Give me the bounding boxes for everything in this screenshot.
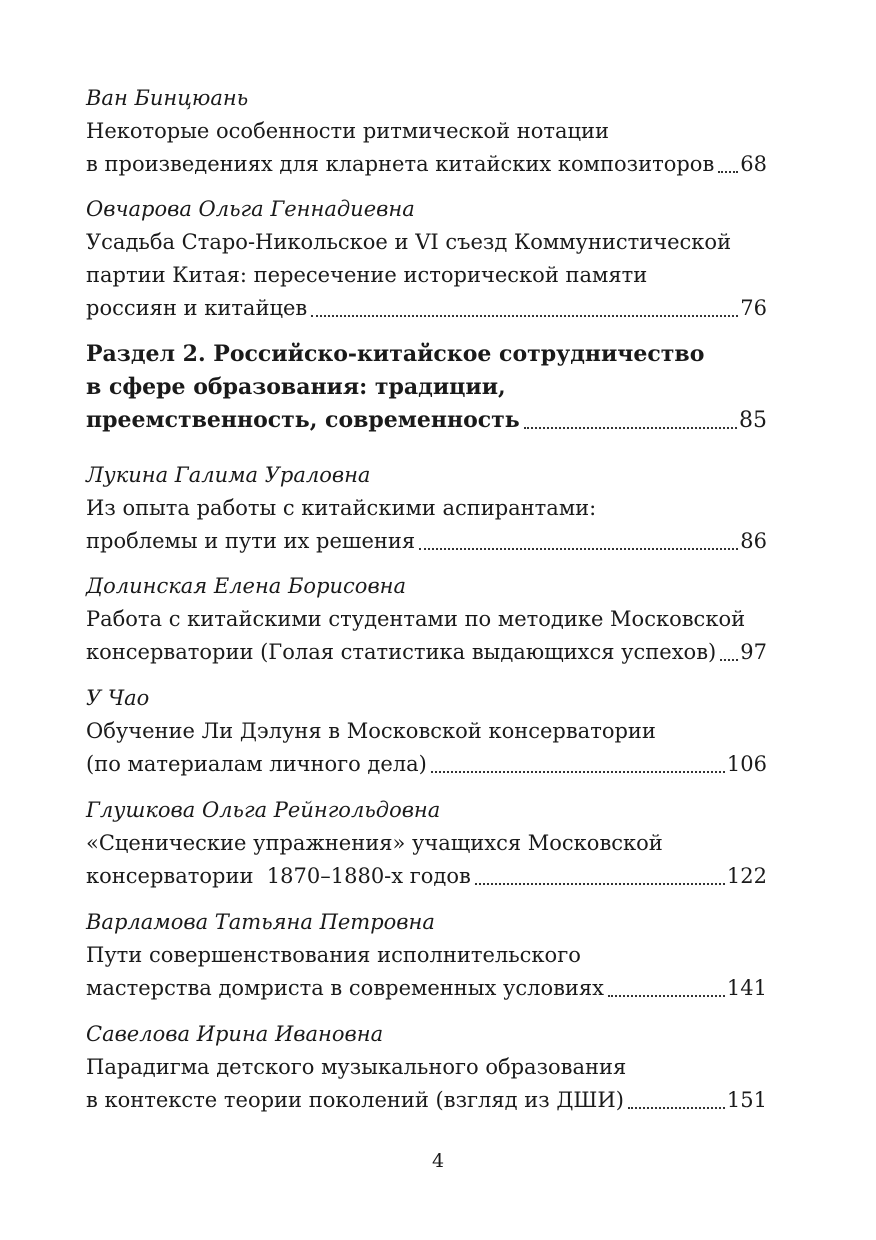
author-name: Глушкова Ольга Рейнгольдовна — [86, 798, 441, 822]
title-text: в контексте теории поколений (взгляд из ДШИ) — [86, 1088, 624, 1112]
title-line: «Сценические упражнения» учащихся Московской — [86, 831, 663, 855]
title-text: мастерства домриста в современных условиях — [86, 976, 605, 1000]
title-text: консерватории 1870–1880-х годов — [86, 864, 471, 888]
title-text: (по материалам личного дела) — [86, 752, 427, 776]
toc-entry — [86, 682, 767, 781]
title-last-line — [86, 860, 767, 893]
author-name: Долинская Елена Борисовна — [86, 574, 407, 598]
toc-entry — [86, 906, 767, 1005]
title-last-line — [86, 292, 767, 325]
title-last-line — [86, 972, 767, 1005]
page-number: 76 — [740, 296, 767, 320]
leader-dots — [718, 171, 738, 173]
toc-entry — [86, 794, 767, 893]
leader-dots — [311, 315, 738, 317]
page-number: 86 — [740, 529, 767, 553]
section-title-line: в сфере образования: традиции, — [86, 374, 506, 400]
title-last-line — [86, 636, 767, 669]
title-last-line — [86, 1084, 767, 1117]
title-text: россиян и китайцев — [86, 296, 308, 320]
title-line: Работа с китайскими студентами по методике Московской — [86, 607, 746, 631]
toc-entry — [86, 459, 767, 558]
leader-dots — [431, 771, 725, 773]
title-last-line — [86, 148, 767, 181]
page-number: 68 — [740, 152, 767, 176]
author-name: Овчарова Ольга Геннадиевна — [86, 197, 415, 221]
toc-entry — [86, 193, 767, 325]
title-line: Пути совершенствования исполнительского — [86, 943, 581, 967]
section-title-line: Раздел 2. Российско-китайское сотрудничество — [86, 341, 705, 367]
title-line: Усадьба Старо-Никольское и VI съезд Коммунистической — [86, 230, 732, 254]
title-text: консерватории (Голая статистика выдающихся успехов) — [86, 640, 717, 664]
title-line: партии Китая: пересечение исторической памяти — [86, 263, 648, 287]
page-number: 97 — [740, 640, 767, 664]
page-number: 151 — [726, 1088, 767, 1112]
author-name: Лукина Галима Ураловна — [86, 463, 371, 487]
author-name: Ван Бинцюань — [86, 86, 249, 110]
title-line: Обучение Ли Дэлуня в Московской консерватории — [86, 719, 656, 743]
title-text: в произведениях для кларнета китайских композиторов — [86, 152, 715, 176]
section-title-last-line — [86, 404, 767, 437]
section-title-text: преемственность, современность — [86, 407, 520, 433]
toc-entry — [86, 570, 767, 669]
page-number: 122 — [726, 864, 767, 888]
toc-entry — [86, 1018, 767, 1117]
title-line: Некоторые особенности ритмической нотации — [86, 119, 610, 143]
title-text: проблемы и пути их решения — [86, 529, 416, 553]
title-line: Парадигма детского музыкального образования — [86, 1055, 627, 1079]
title-last-line — [86, 525, 767, 558]
leader-dots — [628, 1107, 725, 1109]
title-last-line — [86, 748, 767, 781]
toc-entry — [86, 82, 767, 181]
leader-dots — [475, 883, 725, 885]
page-number: 106 — [726, 752, 767, 776]
author-name: Савелова Ирина Ивановна — [86, 1022, 384, 1046]
folio-page-number: 4 — [431, 1150, 445, 1172]
leader-dots — [524, 427, 737, 429]
author-name: У Чао — [86, 686, 150, 710]
section-heading — [86, 338, 767, 437]
page-number: 85 — [739, 408, 767, 433]
author-name: Варламова Татьяна Петровна — [86, 910, 435, 934]
leader-dots — [720, 659, 738, 661]
page-number: 141 — [726, 976, 767, 1000]
title-line: Из опыта работы с китайскими аспирантами: — [86, 496, 597, 520]
leader-dots — [419, 548, 738, 550]
leader-dots — [608, 995, 725, 997]
